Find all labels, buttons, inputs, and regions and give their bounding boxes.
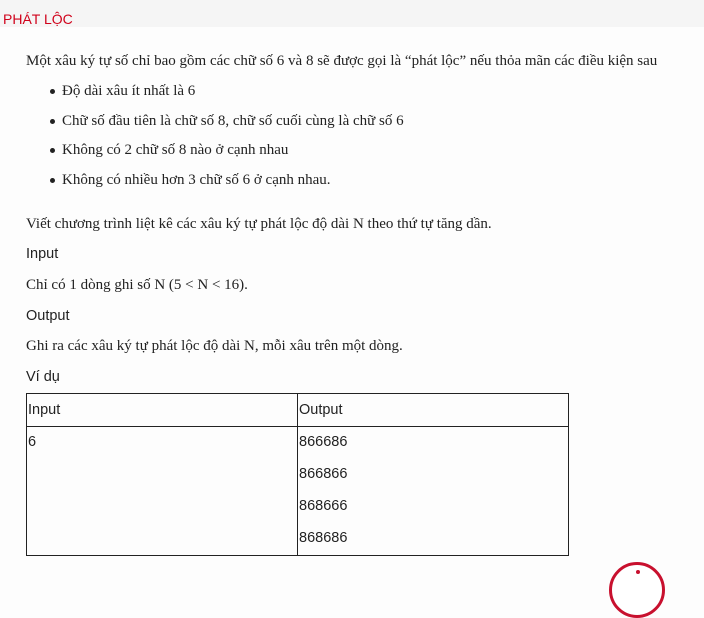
output-heading: Output	[26, 308, 70, 324]
table-header-row	[27, 394, 569, 427]
example-input-line: 6	[28, 434, 37, 450]
task-description: Viết chương trình liệt kê các xâu ký tự phát lộc độ dài N theo thứ tự tăng dần.	[26, 216, 492, 232]
list-item: Chữ số đầu tiên là chữ số 8, chữ số cuối cùng là chữ số 6	[26, 111, 404, 141]
help-icon	[636, 570, 640, 574]
example-output-cell	[298, 427, 569, 556]
list-item: Không có nhiều hơn 3 chữ số 6 ở cạnh nhau.	[26, 170, 404, 200]
input-heading: Input	[26, 246, 59, 262]
list-item: Độ dài xâu ít nhất là 6	[26, 81, 404, 111]
problem-intro: Một xâu ký tự số chỉ bao gồm các chữ số 6 và 8 sẽ được gọi là “phát lộc” nếu thỏa mãn các điều kiện sau	[26, 53, 658, 69]
conditions-list	[26, 81, 404, 199]
example-heading: Ví dụ	[26, 369, 60, 385]
title-bar	[0, 0, 704, 27]
input-description: Chỉ có 1 dòng ghi số N (5 < N < 16).	[26, 277, 248, 293]
example-input-cell	[27, 427, 298, 556]
example-table	[26, 393, 569, 556]
list-item: Không có 2 chữ số 8 nào ở cạnh nhau	[26, 140, 404, 170]
example-output-line: 866686	[299, 434, 348, 450]
table-header-input: Input	[27, 394, 298, 427]
example-output-line: 868686	[299, 530, 348, 546]
problem-title: PHÁT LỘC	[3, 11, 73, 27]
example-output-line: 866866	[299, 466, 348, 482]
table-row	[27, 427, 569, 556]
example-output-line: 868666	[299, 498, 348, 514]
output-description: Ghi ra các xâu ký tự phát lộc độ dài N, mỗi xâu trên một dòng.	[26, 338, 403, 354]
table-header-output: Output	[298, 394, 569, 427]
help-button[interactable]	[609, 562, 665, 618]
